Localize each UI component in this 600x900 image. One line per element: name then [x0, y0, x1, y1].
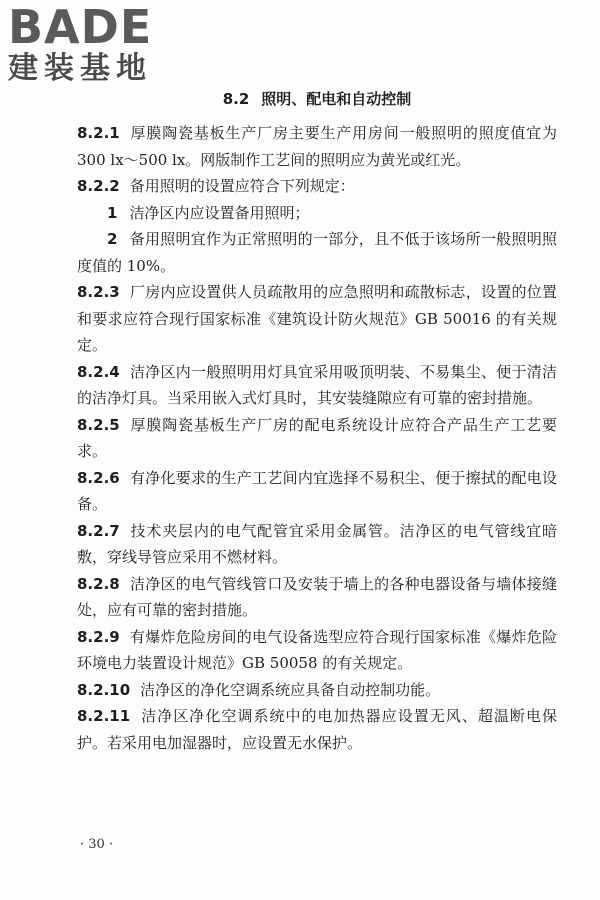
clause-8-2-3	[77, 279, 557, 359]
clause-8-2-9	[77, 624, 557, 677]
clause-text: 洁净区净化空调系统中的电加热器应设置无风、超温断电保护。若采用电加湿器时，应设置无水保护。	[77, 707, 557, 752]
clause-8-2-11	[77, 703, 557, 756]
clause-text: 厂房内应设置供人员疏散用的应急照明和疏散标志，设置的位置和要求应符合现行国家标准《建筑设计防火规范》GB 50016 的有关规定。	[77, 283, 557, 354]
item-number: 1	[107, 203, 118, 222]
clause-8-2-2-item-1	[77, 200, 557, 227]
item-text: 备用照明宜作为正常照明的一部分，且不低于该场所一般照明照度值的 10%。	[77, 230, 557, 275]
watermark-logo	[8, 0, 178, 88]
section-number: 8.2	[222, 90, 250, 108]
clause-number: 8.2.8	[77, 574, 120, 593]
clause-number: 8.2.2	[77, 177, 120, 195]
item-text: 洁净区内应设置备用照明；	[129, 203, 310, 222]
clause-number: 8.2.6	[77, 468, 120, 487]
clause-8-2-10	[77, 677, 557, 704]
page-number: · 30 ·	[80, 837, 114, 852]
clause-number: 8.2.7	[77, 521, 120, 540]
clause-number: 8.2.5	[77, 415, 120, 434]
watermark-logo-text: BADE	[8, 0, 153, 54]
clause-text: 技术夹层内的电气配管宜采用金属管。洁净区的电气管线宜暗敷，穿线导管应采用不燃材料。	[77, 521, 557, 566]
clause-text: 厚膜陶瓷基板生产厂房的配电系统设计应符合产品生产工艺要求。	[77, 415, 557, 460]
clause-8-2-7	[77, 518, 557, 571]
clause-8-2-4	[77, 359, 557, 412]
clause-number: 8.2.3	[77, 283, 120, 301]
clause-number: 8.2.4	[77, 362, 120, 381]
clause-number: 8.2.9	[77, 627, 120, 646]
watermark-subtitle: 建装基地	[8, 51, 152, 86]
clause-text: 厚膜陶瓷基板生产厂房主要生产用房间一般照明的照度值宜为 300 lx～500 lx。网版制作工艺间的照明应为黄光或红光。	[77, 124, 557, 169]
document-body	[77, 86, 557, 756]
section-title: 照明、配电和自动控制	[261, 90, 412, 108]
item-number: 2	[107, 230, 118, 248]
clause-8-2-8	[77, 571, 557, 624]
clause-8-2-1	[77, 120, 557, 173]
clause-8-2-5	[77, 412, 557, 465]
section-heading	[77, 86, 557, 112]
clause-8-2-2	[77, 173, 557, 200]
clause-number: 8.2.11	[77, 707, 131, 725]
clause-8-2-2-item-2	[77, 226, 557, 279]
clause-text: 有净化要求的生产工艺间内宜选择不易积尘、便于擦拭的配电设备。	[77, 468, 557, 513]
clause-8-2-6	[77, 465, 557, 518]
clause-number: 8.2.10	[77, 680, 131, 699]
clause-text: 洁净区的净化空调系统应具备自动控制功能。	[140, 680, 441, 699]
clause-text: 有爆炸危险房间的电气设备选型应符合现行国家标准《爆炸危险环境电力装置设计规范》GB 50058 的有关规定。	[77, 627, 557, 672]
clause-text: 洁净区的电气管线管口及安装于墙上的各种电器设备与墙体接缝处，应有可靠的密封措施。	[77, 574, 557, 619]
clause-number: 8.2.1	[77, 124, 120, 142]
clause-text: 洁净区内一般照明用灯具宜采用吸顶明装、不易集尘、便于清洁的洁净灯具。当采用嵌入式灯具时，其安装缝隙应有可靠的密封措施。	[77, 362, 557, 407]
clause-text: 备用照明的设置应符合下列规定：	[129, 177, 355, 195]
